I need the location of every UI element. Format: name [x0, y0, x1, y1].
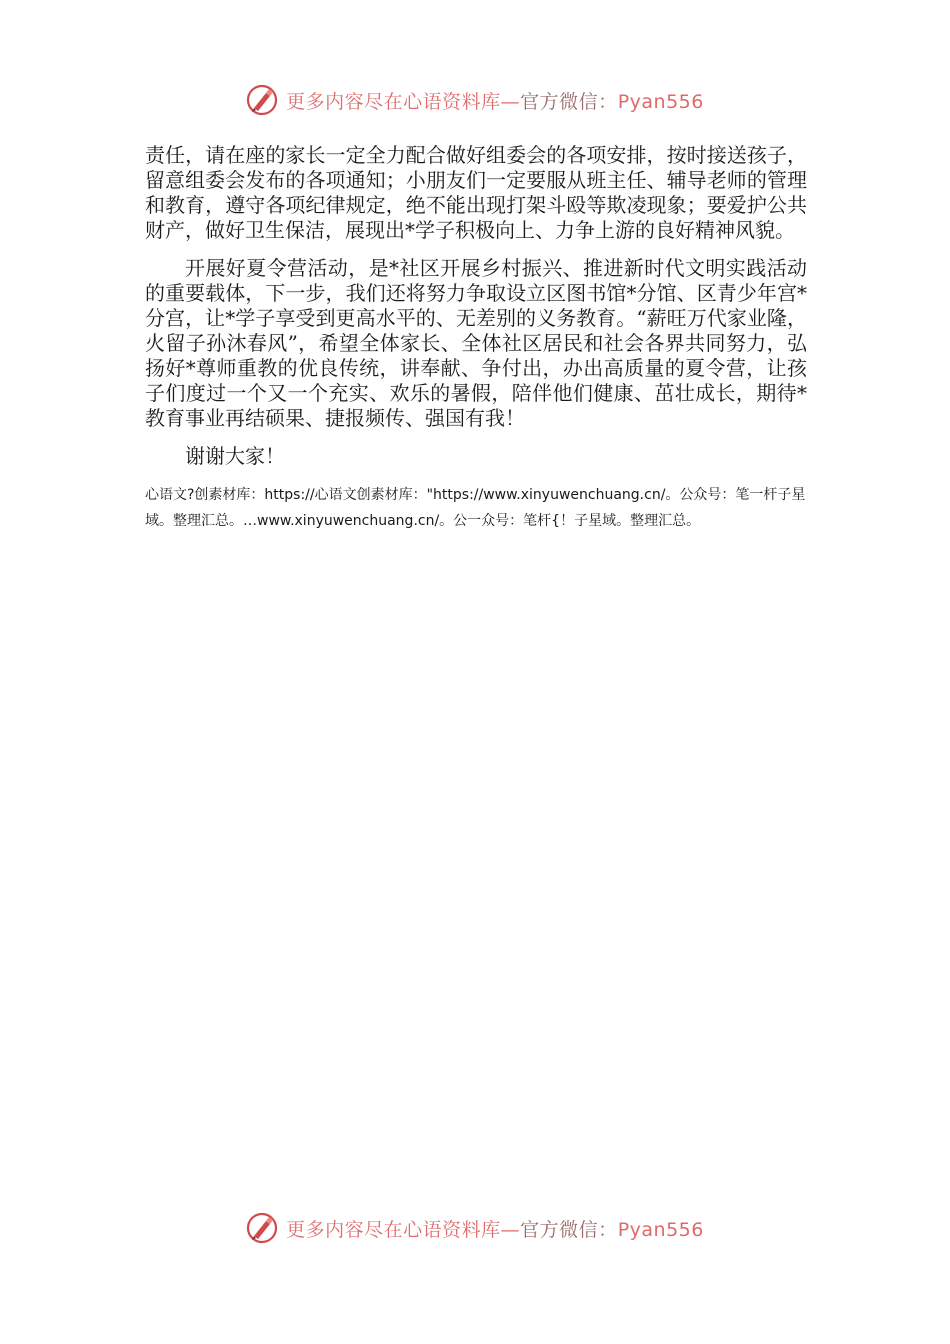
- watermark-dash: —: [500, 1218, 521, 1241]
- watermark-main: 更多内容尽在心语资料库: [286, 1218, 501, 1241]
- paragraph-2: 开展好夏令营活动，是*社区开展乡村振兴、推进新时代文明实践活动的重要载体，下一步，我们还将努力争取设立区图书馆*分馆、区青少年宫*分宫，让*学子享受到更高水平的、无差别的义务教育。“薪旺万代家业隆，火留子孙沐春风”，希望全体家长、全体社区居民和社会各界共同努力，弘扬好*尊师重教的优良传统，讲奉献、争付出，办出高质量的夏令营，让孩子们度过一个又一个充实、欢乐的暑假，陪伴他们健康、茁壮成长，期待*教育事业再结硕果、捷报频传、强国有我！: [145, 256, 807, 430]
- document-body: [145, 143, 807, 534]
- paragraph-closing: 谢谢大家！: [185, 444, 285, 468]
- watermark-wechat-id: Pyan556: [617, 90, 704, 113]
- watermark-dash: —: [500, 90, 521, 113]
- pen-logo-icon: [246, 84, 278, 116]
- pen-logo-icon: [246, 1212, 278, 1244]
- watermark-text: [286, 87, 704, 114]
- paragraph-1: 责任，请在座的家长一定全力配合做好组委会的各项安排，按时接送孩子，留意组委会发布的各项通知；小朋友们一定要服从班主任、辅导老师的管理和教育，遵守各项纪律规定，绝不能出现打架斗殴等欺凌现象；要爱护公共财产，做好卫生保洁，展现出*学子积极向上、力争上游的良好精神风貌。: [145, 143, 807, 242]
- footer-watermark: [0, 1212, 950, 1244]
- watermark-wechat-label: 官方微信：: [520, 1218, 618, 1241]
- watermark-main: 更多内容尽在心语资料库: [286, 90, 501, 113]
- watermark-wechat-label: 官方微信：: [520, 90, 618, 113]
- source-footnote: 心语文?创素材库：https://心语文创素材库："https://www.xinyuwenchuang.cn/。公众号：笔一杆子星域。整理汇总。…www.xinyuwenchuang.cn/。公一众号：笔杆{！子星域。整理汇总。: [145, 487, 806, 529]
- watermark-wechat-id: Pyan556: [617, 1218, 704, 1241]
- header-watermark: [0, 84, 950, 116]
- watermark-text: [286, 1215, 704, 1242]
